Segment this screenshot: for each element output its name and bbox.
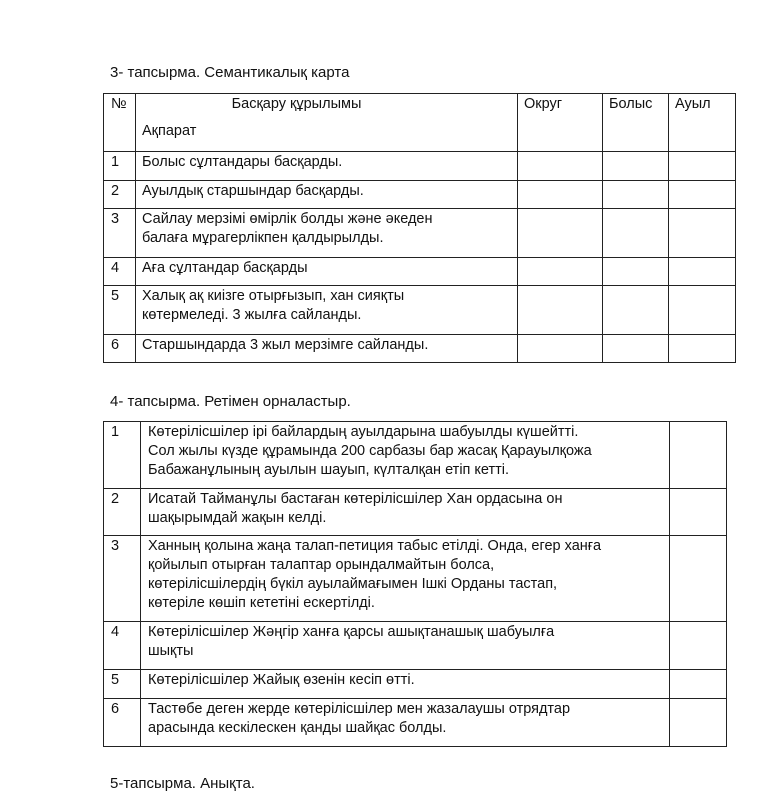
header-auyl: Ауыл bbox=[669, 94, 736, 152]
header-info: Ақпарат bbox=[142, 123, 197, 139]
order-answer-cell[interactable] bbox=[670, 699, 727, 747]
table-row bbox=[104, 622, 727, 670]
row-number: 1 bbox=[104, 152, 136, 181]
table-row bbox=[104, 699, 727, 747]
table-row bbox=[104, 258, 736, 286]
row-text-line: Ханның қолына жаңа талап-петиция табыс етілді. Онда, егер ханға bbox=[148, 538, 602, 554]
answer-cell-okrug[interactable] bbox=[518, 286, 603, 335]
order-answer-cell[interactable] bbox=[670, 489, 727, 536]
task5-heading: 5-тапсырма. Анықта. bbox=[110, 775, 255, 792]
row-number: 5 bbox=[104, 670, 141, 699]
row-text bbox=[141, 536, 670, 622]
row-number: 3 bbox=[104, 536, 141, 622]
row-text bbox=[141, 489, 670, 536]
table-row bbox=[104, 536, 727, 622]
row-text-line: балаға мұрагерлікпен қалдырылды. bbox=[142, 230, 384, 246]
header-structure-info bbox=[136, 94, 518, 152]
answer-cell-bolys[interactable] bbox=[603, 286, 669, 335]
table-header-row bbox=[104, 94, 736, 152]
header-number: № bbox=[104, 94, 136, 152]
answer-cell-auyl[interactable] bbox=[669, 209, 736, 258]
row-number: 4 bbox=[104, 258, 136, 286]
row-text-line: көтермеледі. 3 жылға сайланды. bbox=[142, 307, 362, 323]
answer-cell-auyl[interactable] bbox=[669, 258, 736, 286]
row-text-line: Көтерілісшілер Жайық өзенін кесіп өтті. bbox=[148, 672, 415, 688]
row-text-line: көтерілісшілердің бүкіл ауылаймағымен Ішкі Орданы тастап, bbox=[148, 576, 558, 592]
row-number: 4 bbox=[104, 622, 141, 670]
row-text-line: Халық ақ киізге отырғызып, хан сияқты bbox=[142, 288, 405, 304]
table-row bbox=[104, 152, 736, 181]
header-structure: Басқару құрылымы bbox=[231, 96, 362, 112]
table-row bbox=[104, 181, 736, 209]
row-text-line: Бабажанұлының ауылын шауып, күлталқан етіп кетті. bbox=[148, 462, 510, 478]
row-text-line: шақырымдай жақын келді. bbox=[148, 510, 327, 526]
row-text bbox=[141, 699, 670, 747]
answer-cell-auyl[interactable] bbox=[669, 335, 736, 363]
row-text-line: Көтерілісшілер ірі байлардың ауылдарына шабуылды күшейтті. bbox=[148, 424, 579, 440]
row-number: 6 bbox=[104, 335, 136, 363]
order-answer-cell[interactable] bbox=[670, 670, 727, 699]
header-bolys: Болыс bbox=[603, 94, 669, 152]
answer-cell-okrug[interactable] bbox=[518, 181, 603, 209]
table-row bbox=[104, 335, 736, 363]
answer-cell-okrug[interactable] bbox=[518, 335, 603, 363]
row-text bbox=[141, 670, 670, 699]
row-text-line: арасында кескілескен қанды шайқас болды. bbox=[148, 720, 447, 736]
row-number: 1 bbox=[104, 422, 141, 489]
row-number: 2 bbox=[104, 489, 141, 536]
order-answer-cell[interactable] bbox=[670, 536, 727, 622]
row-text-line: Сол жылы күзде құрамында 200 сарбазы бар жасақ Қарауылқожа bbox=[148, 443, 592, 459]
table-row bbox=[104, 286, 736, 335]
row-number: 5 bbox=[104, 286, 136, 335]
row-text-line: қойылып отырған талаптар орындалмайтын болса, bbox=[148, 557, 495, 573]
answer-cell-okrug[interactable] bbox=[518, 258, 603, 286]
order-answer-cell[interactable] bbox=[670, 622, 727, 670]
answer-cell-auyl[interactable] bbox=[669, 181, 736, 209]
row-text-line: Исатай Тайманұлы бастаған көтерілісшілер Хан ордасына он bbox=[148, 491, 563, 507]
task3-heading: 3- тапсырма. Семантикалық карта bbox=[110, 64, 350, 81]
row-text bbox=[141, 622, 670, 670]
order-answer-cell[interactable] bbox=[670, 422, 727, 489]
row-number: 6 bbox=[104, 699, 141, 747]
header-okrug: Округ bbox=[518, 94, 603, 152]
row-text-line: Тастөбе деген жерде көтерілісшілер мен жазалаушы отрядтар bbox=[148, 701, 571, 717]
sequence-table bbox=[103, 421, 727, 747]
row-text: Аға сұлтандар басқарды bbox=[136, 258, 518, 286]
answer-cell-bolys[interactable] bbox=[603, 335, 669, 363]
row-text-line: шықты bbox=[148, 643, 194, 659]
row-text bbox=[136, 209, 518, 258]
row-text-line: Сайлау мерзімі өмірлік болды және әкеден bbox=[142, 211, 433, 227]
answer-cell-bolys[interactable] bbox=[603, 209, 669, 258]
row-text-line: Көтерілісшілер Жәңгір ханға қарсы ашықтанашық шабуылға bbox=[148, 624, 555, 640]
row-number: 2 bbox=[104, 181, 136, 209]
table-row bbox=[104, 489, 727, 536]
row-text bbox=[136, 286, 518, 335]
answer-cell-okrug[interactable] bbox=[518, 209, 603, 258]
row-text: Болыс сұлтандары басқарды. bbox=[136, 152, 518, 181]
row-text: Старшындарда 3 жыл мерзімге сайланды. bbox=[136, 335, 518, 363]
table-row bbox=[104, 422, 727, 489]
answer-cell-bolys[interactable] bbox=[603, 258, 669, 286]
table-row bbox=[104, 209, 736, 258]
row-text: Ауылдық старшындар басқарды. bbox=[136, 181, 518, 209]
table-row bbox=[104, 670, 727, 699]
answer-cell-okrug[interactable] bbox=[518, 152, 603, 181]
answer-cell-bolys[interactable] bbox=[603, 152, 669, 181]
row-text bbox=[141, 422, 670, 489]
answer-cell-bolys[interactable] bbox=[603, 181, 669, 209]
row-text-line: көтеріле көшіп кететіні ескертілді. bbox=[148, 595, 375, 611]
answer-cell-auyl[interactable] bbox=[669, 152, 736, 181]
answer-cell-auyl[interactable] bbox=[669, 286, 736, 335]
row-number: 3 bbox=[104, 209, 136, 258]
task4-heading: 4- тапсырма. Ретімен орналастыр. bbox=[110, 393, 351, 410]
semantic-map-table bbox=[103, 93, 736, 363]
